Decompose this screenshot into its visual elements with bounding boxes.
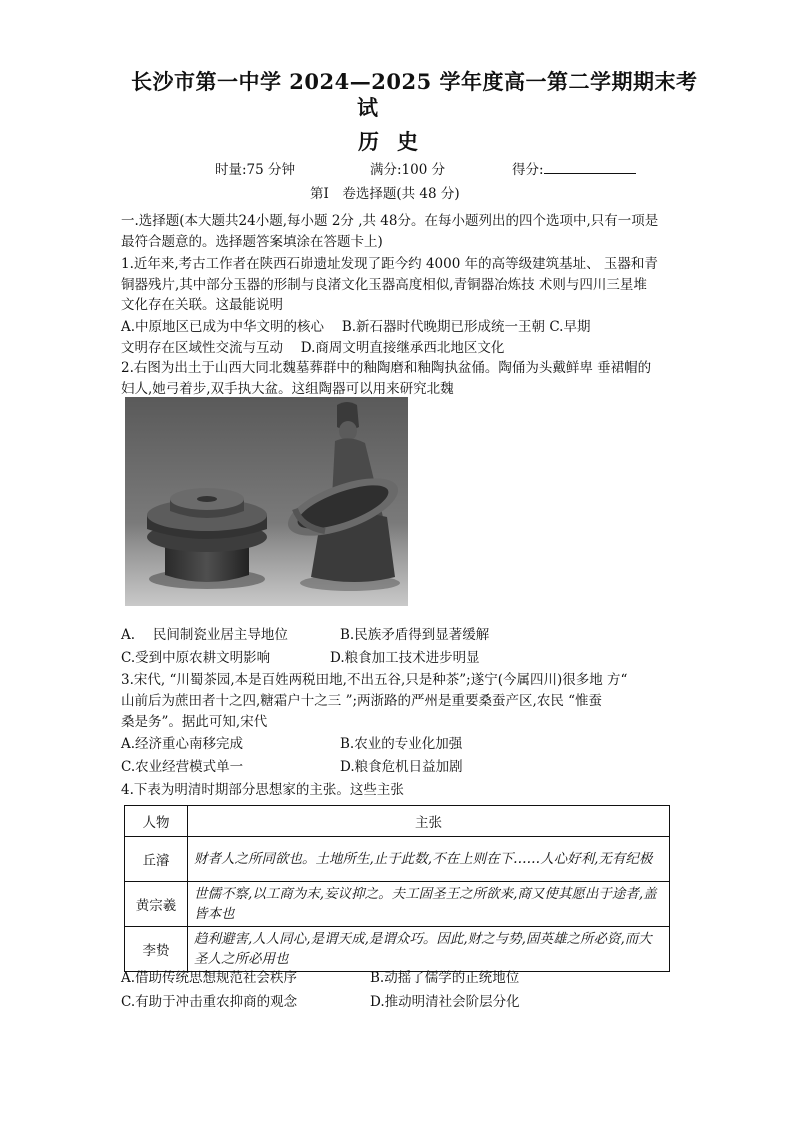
score-blank <box>544 161 636 174</box>
exam-title-line2: 试 <box>357 95 379 120</box>
q4-option-b: B.动摇了儒学的正统地位 <box>370 970 520 986</box>
q1-options-line2: 文明存在区域性交流与互动 D.商周文明直接继承西北地区文化 <box>121 340 505 356</box>
instructions-line1: 一.选择题(本大题共24小题,每小题 2分 ,共 48分。在每小题列出的四个选项中,只有一项是 <box>121 213 659 229</box>
q1-options-line1: A.中原地区已成为中华文明的核心 B.新石器时代晚期已形成统一王朝 C.早期 <box>121 319 591 335</box>
q2-stem-line1: 2.右图为出土于山西大同北魏墓葬群中的釉陶磨和釉陶执盆俑。陶俑为头戴鲜卑 垂裙帽的 <box>121 360 652 376</box>
q4-option-a: A.借助传统思想规范社会秩序 <box>121 970 298 986</box>
subject-title: 历史 <box>358 129 436 154</box>
q4-option-c: C.有助于冲击重农抑商的观念 <box>121 994 298 1010</box>
q1-stem-line2: 铜器残片,其中部分玉器的形制与良渚文化玉器高度相似,青铜器冶炼技 术则与四川三星堆 <box>121 277 647 293</box>
q3-option-c: C.农业经营模式单一 <box>121 759 244 775</box>
q3-option-b: B.农业的专业化加强 <box>340 736 463 752</box>
header-person: 人物 <box>125 806 188 837</box>
section-title: 第Ⅰ 卷选择题(共 48 分) <box>310 186 460 202</box>
q3-stem-line3: 桑是务”。据此可知,宋代 <box>121 714 268 730</box>
table-header-row <box>125 806 670 837</box>
q2-option-a: A. 民间制瓷业居主导地位 <box>121 627 288 643</box>
row-text: 世儒不察,以工商为末,妄议抑之。夫工固圣王之所欲来,商又使其愿出于途者,盖皆本也 <box>188 882 670 927</box>
table-row <box>125 882 670 927</box>
score-field <box>512 158 636 178</box>
row-name: 丘濬 <box>125 837 188 882</box>
q3-option-d: D.粮食危机日益加剧 <box>340 759 463 775</box>
score-label: 得分: <box>512 162 544 178</box>
q3-stem-line1: 3.宋代, “川蜀茶园,本是百姓两税田地,不出五谷,只是种茶”;遂宁(今属四川)很多地 方“ <box>121 672 628 688</box>
instructions-line2: 最符合题意的。选择题答案填涂在答题卡上) <box>121 234 383 250</box>
row-text: 趋利避害,人人同心,是谓天成,是谓众巧。因此,财之与势,固英雄之所必资,而大圣人之所必用也 <box>188 927 670 972</box>
table-row <box>125 927 670 972</box>
q1-stem-line1: 1.近年来,考古工作者在陕西石峁遗址发现了距今约 4000 年的高等级建筑基址、 玉器和青 <box>121 256 658 272</box>
header-idea: 主张 <box>188 806 670 837</box>
q3-option-a: A.经济重心南移完成 <box>121 736 244 752</box>
pottery-photo <box>125 397 408 606</box>
q4-stem: 4.下表为明清时期部分思想家的主张。这些主张 <box>121 782 404 798</box>
row-name: 李贽 <box>125 927 188 972</box>
q2-stem-line2: 妇人,她弓着步,双手执大盆。这组陶器可以用来研究北魏 <box>121 381 454 397</box>
exam-title-line1: 长沙市第一中学 2024—2025 学年度高一第二学期期末考 <box>131 69 698 94</box>
thinkers-table <box>124 805 670 972</box>
row-text: 财者人之所同欲也。土地所生,止于此数,不在上则在下……人心好利,无有纪极 <box>188 837 670 882</box>
time-limit: 时量:75 分钟 <box>215 162 296 178</box>
row-name: 黄宗羲 <box>125 882 188 927</box>
q4-option-d: D.推动明清社会阶层分化 <box>370 994 520 1010</box>
table-row <box>125 837 670 882</box>
q3-stem-line2: 山前后为蔗田者十之四,糖霜户十之三 ”;两浙路的严州是重要桑蚕产区,农民 “惟蚕 <box>121 693 603 709</box>
q2-option-c: C.受到中原农耕文明影响 <box>121 650 271 666</box>
q2-option-b: B.民族矛盾得到显著缓解 <box>340 627 490 643</box>
q2-option-d: D.粮食加工技术进步明显 <box>330 650 480 666</box>
q1-stem-line3: 文化存在关联。这最能说明 <box>121 297 283 313</box>
full-score: 满分:100 分 <box>370 162 446 178</box>
